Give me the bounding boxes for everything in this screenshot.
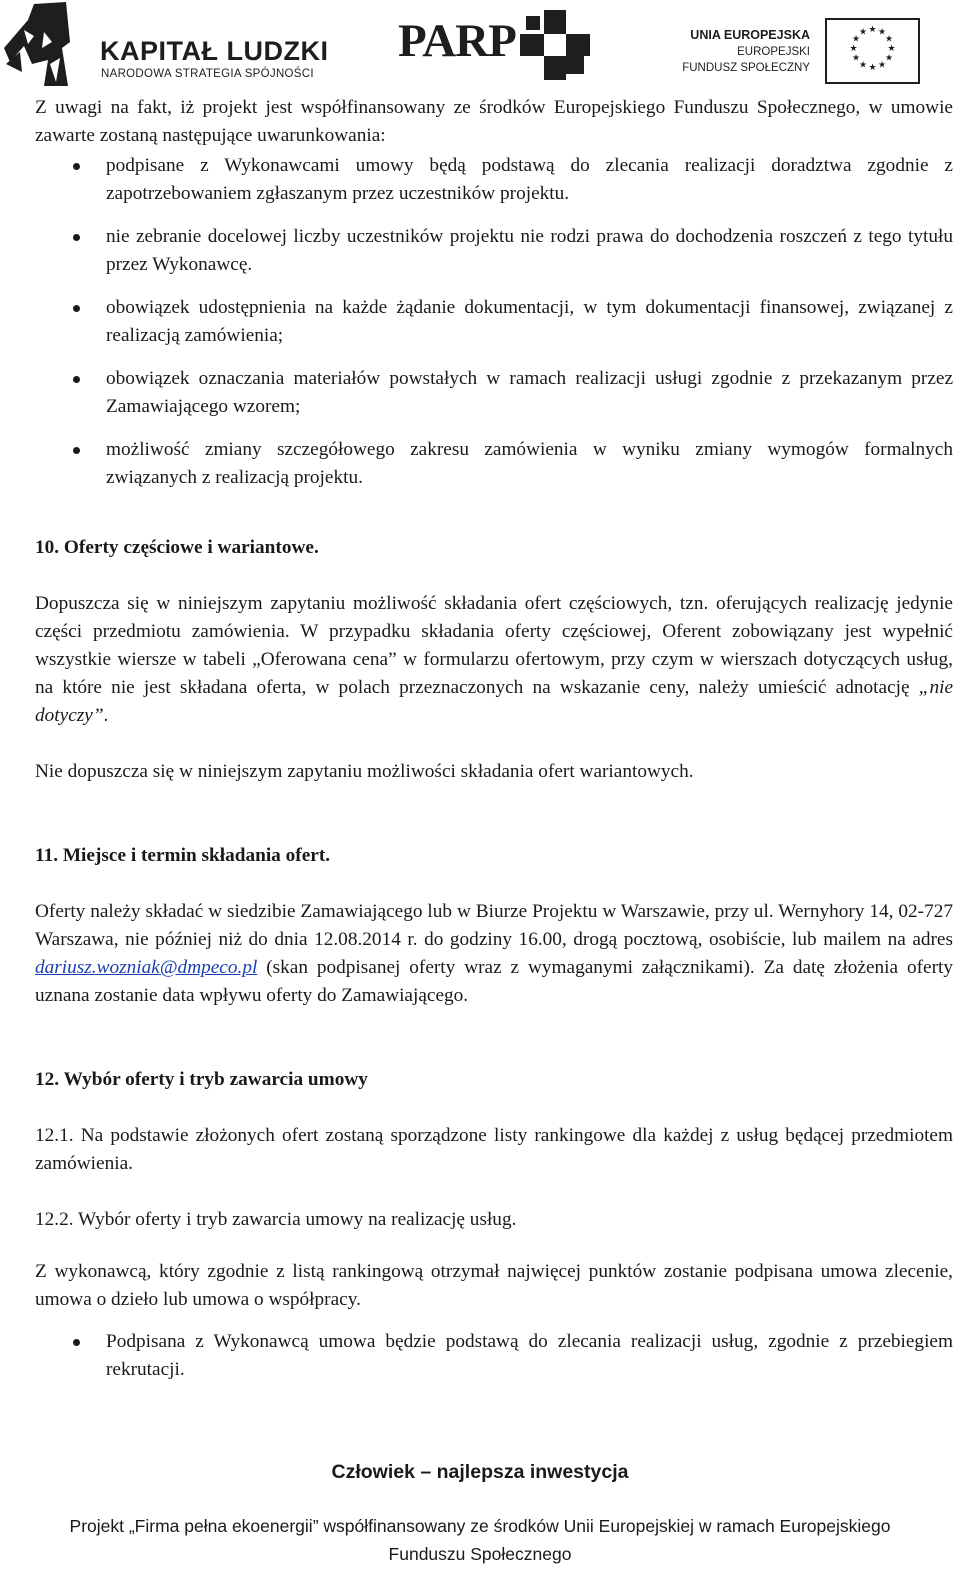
svg-text:★: ★ [887,44,896,54]
section-11-heading: 11. Miejsce i termin składania ofert. [35,845,331,866]
kapital-ludzki-title: KAPITAŁ LUDZKI [100,36,329,66]
eu-flag [825,18,920,84]
footer-slogan: Człowiek – najlepsza inwestycja [331,1461,629,1483]
list-item: podpisane z Wykonawcami umowy będą podstawą do zlecania realizacji doradztwa zgodnie z zapotrzebowaniem zgłaszanym przez uczestników projektu. [106,155,953,204]
page-header [0,0,960,92]
svg-text:★: ★ [849,44,858,54]
section-10-paragraph: Dopuszcza się w niniejszym zapytaniu możliwość składania ofert częściowych, tzn. oferujących realizację jedynie części przedmiotu zamówienia. W przypadku składania oferty częściowej, Oferent zobowiązany jest wypełnić wszystkie wiersze w tabeli „Oferowana cena” w formularzu ofertowym, przy czym w wierszach dotyczących usług, na które nie jest składana oferta, w polach przeznaczonych na wskazanie ceny, należy umieścić adnotację „nie dotyczy”. [35,593,953,726]
eu-line-3: FUNDUSZ SPOŁECZNY [682,62,810,74]
svg-text:★: ★ [877,60,887,71]
email-link[interactable]: dariusz.wozniak@dmpeco.pl [35,957,258,978]
bullet-dot [73,305,80,312]
eu-line-1: UNIA EUROPEJSKA [690,28,810,42]
section-10-heading: 10. Oferty częściowe i wariantowe. [35,537,319,558]
footer-line-2: Funduszu Społecznego [388,1544,572,1564]
svg-text:★: ★ [851,53,861,64]
eu-line-2: EUROPEJSKI [737,46,810,58]
list-item: możliwość zmiany szczegółowego zakresu zamówienia w wyniku zmiany wymogów formalnych związanych z realizacją projektu. [106,439,953,488]
svg-text:★: ★ [858,27,868,38]
bullet-dot [73,447,80,454]
svg-text:★: ★ [851,34,861,45]
list-item: obowiązek udostępnienia na każde żądanie dokumentacji, w tym dokumentacji finansowej, związanej z realizacją zamówienia; [106,297,953,346]
list-item: obowiązek oznaczania materiałów powstałych w ramach realizacji usługi zgodnie z przekazanym przez Zamawiającego wzorem; [106,368,953,417]
svg-text:★: ★ [884,53,894,64]
list-item: Podpisana z Wykonawcą umowa będzie podstawą do zlecania realizacji usług, zgodnie z przebiegiem rekrutacji. [106,1331,953,1380]
eu-stars-icon [827,20,918,82]
svg-text:★: ★ [884,34,894,45]
section-11-paragraph: Oferty należy składać w siedzibie Zamawiającego lub w Biurze Projektu w Warszawie, przy ul. Wernyhory 14, 02-727 Warszawa, nie później niż do dnia 12.08.2014 r. do godziny 16.00, drogą pocztową, osobiście, lub mailem na adres dariusz.wozniak@dmpeco.pl (skan podpisanej oferty wraz z wymaganymi załącznikami). Za datę złożenia oferty uznana zostanie data wpływu oferty do Zamawiającego. [35,901,953,1006]
kapital-ludzki-emblem-icon [4,2,96,86]
section-12-paragraph-2: 12.2. Wybór oferty i tryb zawarcia umowy na realizację usług. [35,1209,517,1230]
bullet-dot [73,1339,80,1346]
section-12-heading: 12. Wybór oferty i tryb zawarcia umowy [35,1069,368,1090]
parp-wordmark: PARP [398,15,516,67]
svg-text:★: ★ [858,60,868,71]
bullet-dot [73,163,80,170]
section-12-paragraph-1: 12.1. Na podstawie złożonych ofert zostaną sporządzone listy rankingowe dla każdej z usług będącej przedmiotem zamówienia. [35,1125,953,1174]
kapital-ludzki-logo [4,2,329,86]
section-12-paragraph-3: Z wykonawcą, który zgodnie z listą rankingową otrzymał najwięcej punktów zostanie podpisana umowa zlecenie, umowa o dzieło lub umowa o współpracy. [35,1261,953,1310]
parp-cross-icon [520,10,590,80]
bullet-dot [73,234,80,241]
bullet-dot [73,376,80,383]
intro-paragraph: Z uwagi na fakt, iż projekt jest współfinansowany ze środków Europejskiego Funduszu Społecznego, w umowie zawarte zostaną następujące uwarunkowania: [35,97,953,146]
footer-line-1: Projekt „Firma pełna ekoenergii” współfinansowany ze środków Unii Europejskiej w ramach Europejskiego [69,1516,891,1536]
svg-text:★: ★ [868,63,877,73]
parp-logo [398,14,598,84]
svg-text:★: ★ [868,25,877,35]
svg-text:★: ★ [877,27,887,38]
kapital-ludzki-subtitle: NARODOWA STRATEGIA SPÓJNOŚCI [101,68,314,80]
list-item: nie zebranie docelowej liczby uczestników projektu nie rodzi prawa do dochodzenia roszczeń z tego tytułu przez Wykonawcę. [106,226,953,275]
eu-logo [680,18,920,88]
section-10-paragraph-2: Nie dopuszcza się w niniejszym zapytaniu możliwości składania ofert wariantowych. [35,761,694,782]
